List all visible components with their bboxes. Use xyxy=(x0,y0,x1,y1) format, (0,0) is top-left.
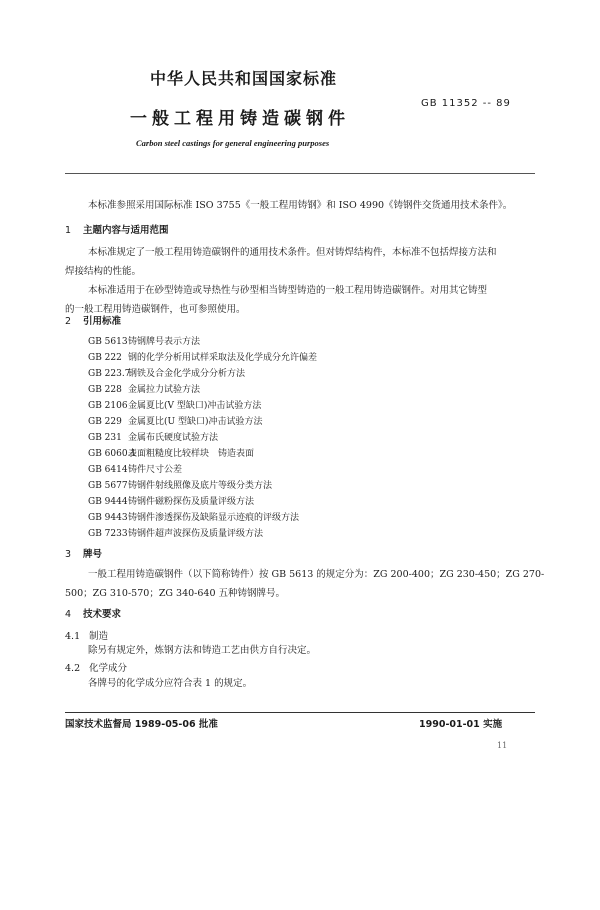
reference-item xyxy=(88,510,299,523)
reference-code: GB 7233 xyxy=(88,529,128,539)
section-1-para-2-line-1: 本标准适用于在砂型铸造或导热性与砂型相当铸型铸造的一般工程用铸造碳钢件。对用其它铸型 xyxy=(88,285,488,296)
reference-code: GB 9444 xyxy=(88,497,128,507)
reference-title: 金属拉力试验方法 xyxy=(128,385,201,395)
document-title: 一般工程用铸造碳钢件 xyxy=(130,109,350,129)
reference-code: GB 6060.1 xyxy=(88,449,137,459)
reference-code: GB 2106 xyxy=(88,401,128,411)
reference-code: GB 5613 xyxy=(88,337,128,347)
subsection-number: 4.2 xyxy=(65,663,81,674)
subsection-title: 化学成分 xyxy=(89,663,128,674)
section-1-para-1-line-2: 焊接结构的性能。 xyxy=(65,266,142,277)
section-title: 引用标准 xyxy=(83,316,122,327)
section-1-heading xyxy=(65,222,169,236)
subsection-4-1-heading xyxy=(65,628,108,642)
section-4-heading xyxy=(65,606,121,620)
reference-item xyxy=(88,446,254,459)
subsection-4-2-text: 各牌号的化学成分应符合表 1 的规定。 xyxy=(88,678,253,689)
reference-item xyxy=(88,350,317,363)
reference-title: 钢铁及合金化学成分分析方法 xyxy=(128,369,246,379)
approval-statement: 国家技术监督局 1989-05-06 批准 xyxy=(65,719,218,730)
org-title: 中华人民共和国国家标准 xyxy=(150,69,338,88)
section-1-para-1-line-1: 本标准规定了一般工程用铸造碳钢件的通用技术条件。但对铸焊结构件，本标准不包括焊接方法和 xyxy=(88,247,497,258)
reference-title: 金属夏比(V 型缺口)冲击试验方法 xyxy=(128,401,262,411)
section-1-para-2-line-2: 的一般工程用铸造碳钢件，也可参照使用。 xyxy=(65,304,246,315)
section-title: 技术要求 xyxy=(83,609,122,620)
section-2-heading xyxy=(65,313,121,327)
section-title: 牌号 xyxy=(83,549,103,560)
reference-item xyxy=(88,366,245,379)
intro-paragraph: 本标准参照采用国际标准 ISO 3755《一般工程用铸钢》和 ISO 4990《铸钢件交货通用技术条件》。 xyxy=(88,200,513,211)
reference-item xyxy=(88,430,218,443)
reference-code: GB 222 xyxy=(88,353,122,363)
reference-title: 金属布氏硬度试验方法 xyxy=(128,433,219,443)
reference-item xyxy=(88,398,261,411)
footer-divider xyxy=(65,712,535,713)
reference-item xyxy=(88,382,200,395)
reference-title: 铸件尺寸公差 xyxy=(128,465,183,475)
subsection-4-2-heading xyxy=(65,660,127,674)
reference-item xyxy=(88,334,200,347)
reference-title: 铸钢件射线照像及底片等级分类方法 xyxy=(128,481,273,491)
section-title: 主题内容与适用范围 xyxy=(83,225,169,236)
english-title: Carbon steel castings for general engineering purposes xyxy=(136,138,330,148)
reference-code: GB 9443 xyxy=(88,513,128,523)
reference-code: GB 228 xyxy=(88,385,122,395)
section-number: 1 xyxy=(65,225,72,236)
section-3-heading xyxy=(65,546,102,560)
subsection-number: 4.1 xyxy=(65,631,81,642)
reference-item xyxy=(88,462,182,475)
implementation-date: 1990-01-01 实施 xyxy=(419,719,503,730)
page-number: 11 xyxy=(497,741,508,750)
reference-title: 金属夏比(U 型缺口)冲击试验方法 xyxy=(128,417,263,427)
reference-code: GB 5677 xyxy=(88,481,128,491)
reference-title: 表面粗糙度比较样块 铸造表面 xyxy=(128,449,255,459)
reference-title: 钢的化学分析用试样采取法及化学成分允许偏差 xyxy=(128,353,318,363)
section-3-line-1: 一般工程用铸造碳钢件（以下简称铸件）按 GB 5613 的规定分为：ZG 200-400；ZG 230-450；ZG 270- xyxy=(88,569,545,580)
section-3-line-2: 500；ZG 310-570；ZG 340-640 五种铸钢牌号。 xyxy=(65,588,286,599)
reference-item xyxy=(88,478,272,491)
reference-code: GB 229 xyxy=(88,417,122,427)
reference-title: 铸钢牌号表示方法 xyxy=(128,337,201,347)
subsection-4-1-text: 除另有规定外，炼钢方法和铸造工艺由供方自行决定。 xyxy=(88,645,317,656)
reference-code: GB 6414 xyxy=(88,465,128,475)
standard-number: GB 11352 -- 89 xyxy=(421,98,511,109)
section-number: 4 xyxy=(65,609,72,620)
reference-code: GB 223.7 xyxy=(88,369,131,379)
reference-title: 铸钢件磁粉探伤及质量评级方法 xyxy=(128,497,255,507)
section-number: 2 xyxy=(65,316,72,327)
header-divider xyxy=(65,173,535,174)
reference-item xyxy=(88,494,254,507)
reference-title: 铸钢件超声波探伤及质量评级方法 xyxy=(128,529,264,539)
reference-code: GB 231 xyxy=(88,433,122,443)
reference-title: 铸钢件渗透探伤及缺陷显示迹痕的评级方法 xyxy=(128,513,300,523)
section-number: 3 xyxy=(65,549,72,560)
reference-item xyxy=(88,414,262,427)
reference-item xyxy=(88,526,263,539)
subsection-title: 制造 xyxy=(89,631,109,642)
